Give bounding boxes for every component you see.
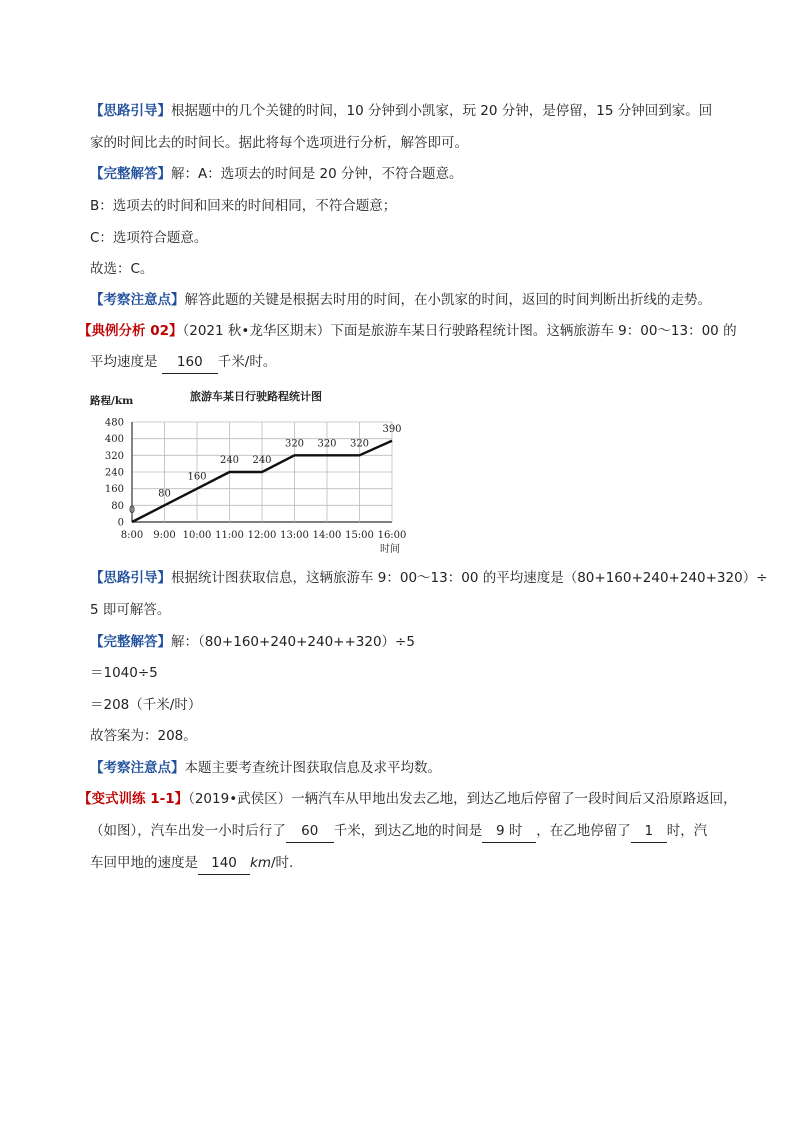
data-label-2: 160 <box>187 471 207 483</box>
example-answer: 160 <box>162 351 218 374</box>
data-label-4: 240 <box>252 455 272 466</box>
example-line-1: 【典例分析 02】（2021 秋•龙华区期末）下面是旅游车某日行驶路程统计图。这辆旅游车 9：00～13：00 的 <box>78 323 737 339</box>
answer-tag: 【完整解答】 <box>90 166 171 182</box>
example-line-2: 平均速度是 160 千米/时。 <box>90 351 276 374</box>
x-tick-label-0: 8:00 <box>120 530 144 541</box>
answer-line-4: 故选：C。 <box>90 261 154 277</box>
x-tick-label-8: 16:00 <box>377 530 407 541</box>
variant-line-2: （如图），汽车出发一小时后行了 60 千米，到达乙地的时间是 9 时 ，在乙地停留了 1 时，汽 <box>90 820 707 843</box>
data-label-3: 240 <box>219 455 240 466</box>
note-line-1: 【考察注意点】解答此题的关键是根据去时用的时间，在小凯家的时间，返回的时间判断出折线的走势。 <box>90 292 711 308</box>
variant-line-1: 【变式训练 1-1】（2019•武侯区）一辆汽车从甲地出发去乙地，到达乙地后停留了一段时间后又沿原路返回， <box>78 791 737 807</box>
chart-y-ticks <box>105 418 124 529</box>
data-label-6: 320 <box>317 438 337 450</box>
y-tick-label-5: 400 <box>104 434 124 446</box>
y-tick-label-3: 240 <box>104 467 124 479</box>
chart-ylabel: 路程/km <box>90 395 134 407</box>
x-tick-label-6: 14:00 <box>312 530 342 541</box>
chart-xlabel: 时间 <box>380 544 400 555</box>
x-tick-label-7: 15:00 <box>345 530 374 541</box>
data-label-0: 0 <box>128 505 136 516</box>
y-tick-label-6: 480 <box>104 417 124 429</box>
solution-hint-tag: 【思路引导】 <box>90 570 171 586</box>
x-tick-label-5: 13:00 <box>280 530 309 541</box>
variant-answer-3: 1 <box>631 820 667 843</box>
solution-hint-line-1: 【思路引导】根据统计图获取信息，这辆旅游车 9：00～13：00 的平均速度是（80+160+240+240+320）÷ <box>90 570 768 586</box>
hint-line-2: 家的时间比去的时间长。据此将每个选项进行分析，解答即可。 <box>90 135 468 151</box>
data-label-7: 320 <box>349 438 370 450</box>
answer-line-3: C：选项符合题意。 <box>90 230 208 246</box>
example-tag: 【典例分析 02】 <box>78 323 183 339</box>
variant-line-3: 车回甲地的速度是 140 km/时. <box>90 852 293 875</box>
variant-answer-4: 140 <box>198 852 250 875</box>
solution-line-2: ＝1040÷5 <box>90 665 158 681</box>
solution-hint-line-2: 5 即可解答。 <box>90 602 171 618</box>
distance-line-chart <box>88 386 408 558</box>
answer-line-1: 【完整解答】解：A：选项去的时间是 20 分钟，不符合题意。 <box>90 166 463 182</box>
solution-note-line: 【考察注意点】本题主要考查统计图获取信息及求平均数。 <box>90 760 441 776</box>
variant-tag: 【变式训练 1-1】 <box>78 791 189 807</box>
y-tick-label-4: 320 <box>104 450 124 462</box>
answer-line-2: B：选项去的时间和回来的时间相同，不符合题意； <box>90 198 397 214</box>
data-label-8: 390 <box>382 423 402 435</box>
x-tick-label-3: 11:00 <box>215 530 244 541</box>
solution-line-1: 【完整解答】解：（80+160+240+240++320）÷5 <box>90 634 415 650</box>
hint-tag: 【思路引导】 <box>90 103 171 119</box>
hint-line-1: 【思路引导】根据题中的几个关键的时间，10 分钟到小凯家，玩 20 分钟，是停留，15 分钟回到家。回 <box>90 103 713 119</box>
y-tick-label-2: 160 <box>104 484 124 496</box>
solution-note-tag: 【考察注意点】 <box>90 760 185 776</box>
chart-title: 旅游车某日行驶路程统计图 <box>190 390 322 403</box>
note-tag: 【考察注意点】 <box>90 292 185 308</box>
data-label-1: 80 <box>158 488 171 500</box>
x-tick-label-1: 9:00 <box>153 530 176 541</box>
variant-answer-2: 9 时 <box>482 820 536 843</box>
solution-line-4: 故答案为：208。 <box>90 728 197 744</box>
solution-tag: 【完整解答】 <box>90 634 171 650</box>
x-tick-label-4: 12:00 <box>247 530 277 541</box>
y-tick-label-0: 0 <box>117 517 124 529</box>
x-tick-label-2: 10:00 <box>182 530 212 541</box>
data-label-5: 320 <box>284 438 305 450</box>
variant-answer-1: 60 <box>286 820 334 843</box>
solution-line-3: ＝208（千米/时） <box>90 697 202 713</box>
y-tick-label-1: 80 <box>111 500 124 512</box>
chart-x-ticks <box>121 530 407 541</box>
